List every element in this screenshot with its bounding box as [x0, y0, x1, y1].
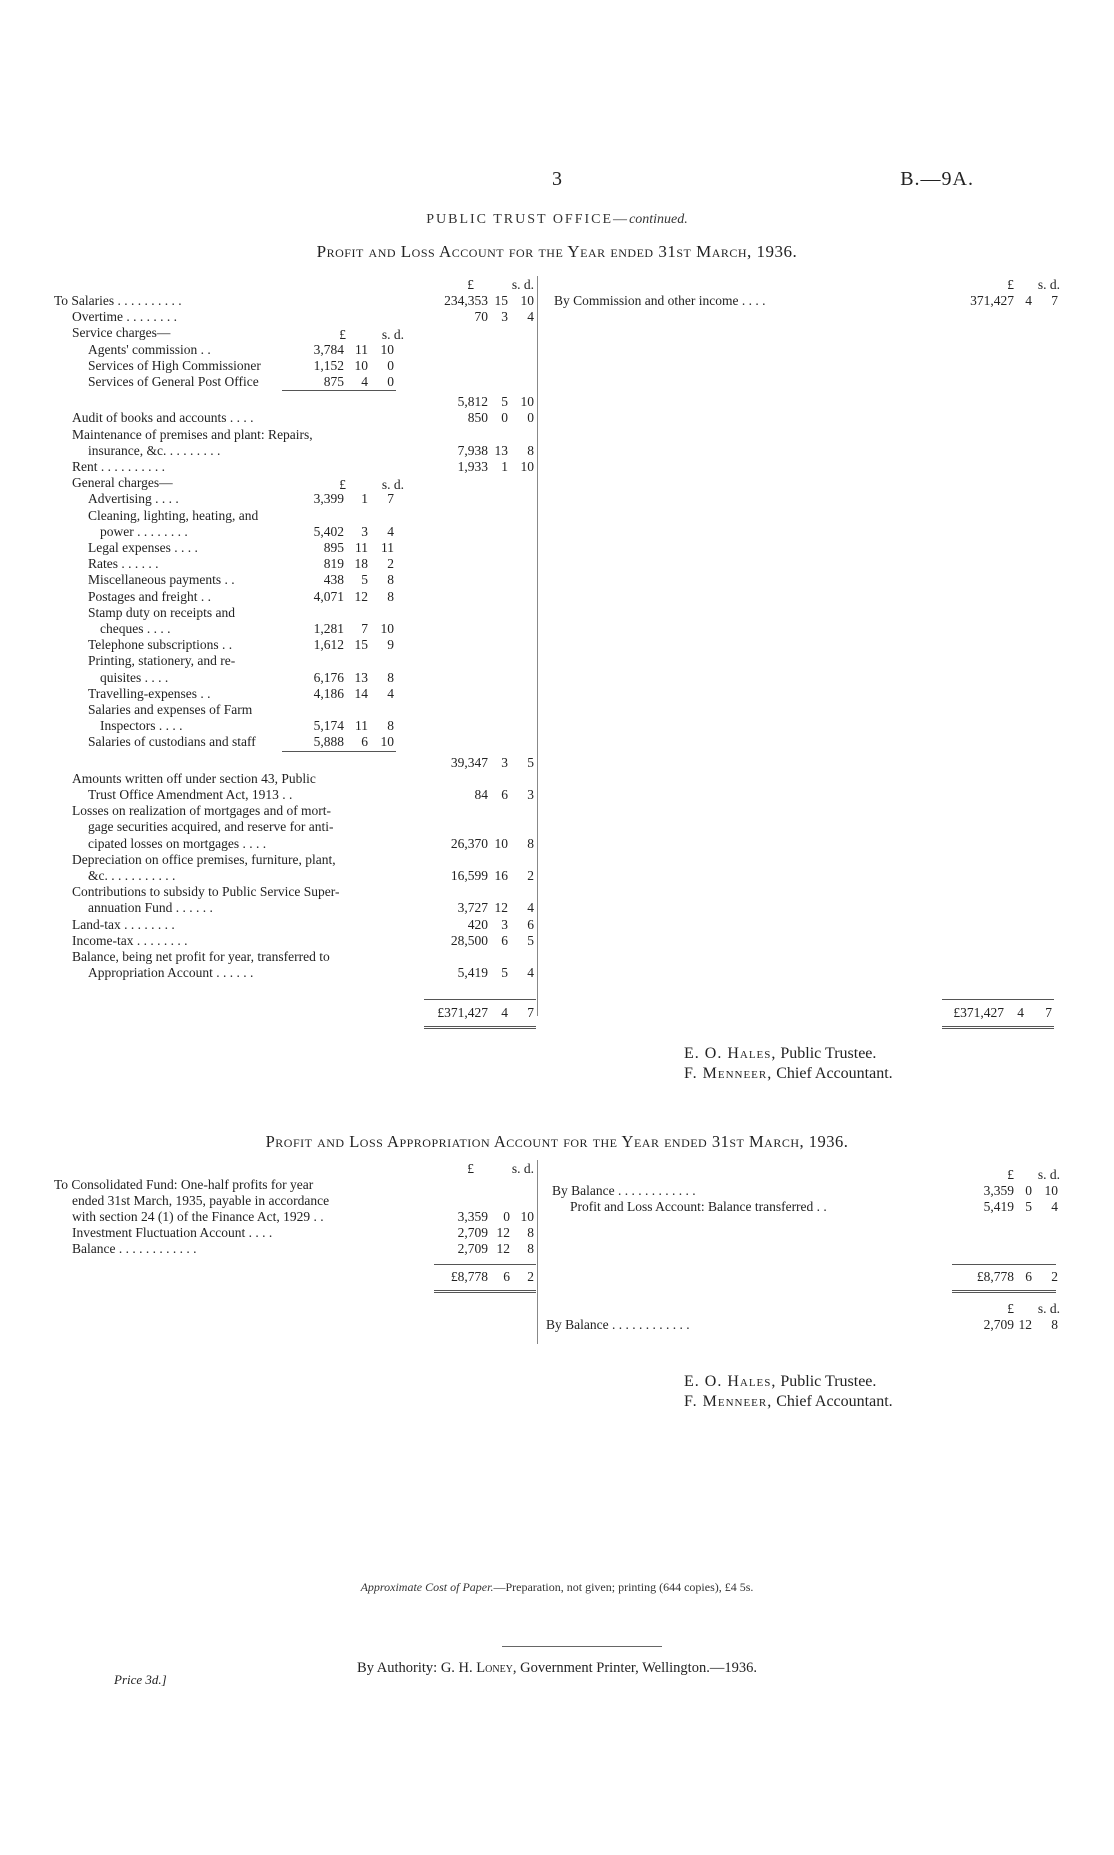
general-charges-header-pound: £ [339, 477, 346, 492]
authority-prefix: By Authority: [357, 1660, 438, 1676]
pl-debit-pence: 0 [527, 410, 534, 426]
pl-debit-sub-amount: 3,784 [313, 341, 344, 357]
appr-credit-header-sd: s. d. [1037, 1167, 1060, 1182]
pl-debit-sub-amount: 819 [323, 556, 344, 572]
pl-debit-sub-amount: 875 [323, 374, 344, 389]
appr-debit-line-3: with section 24 (1) of the Finance Act, 1929 . . [72, 1209, 324, 1224]
pl-debit-shillings: 10 [494, 835, 508, 851]
pl-credit-total-double-rule [942, 1026, 1054, 1029]
appr-credit-total-s: 6 [1025, 1269, 1032, 1284]
pl-debit-amount: 5,812 [457, 394, 488, 410]
appr-credit-total-d: 2 [1051, 1269, 1058, 1284]
pl-debit-sub-amount: 5,174 [313, 718, 344, 734]
signature-block-1 [684, 1044, 893, 1084]
pl-debit-sub-shillings: 18 [354, 556, 368, 572]
pl-credit-total-d: 7 [1045, 1005, 1052, 1020]
appr-header-pound: £ [467, 1161, 474, 1176]
pl-debit-sub-pence: 4 [387, 685, 394, 701]
appr-debit-s-2: 12 [496, 1225, 510, 1240]
pl-debit-pence: 4 [527, 965, 534, 981]
appr-debit-d-1: 10 [520, 1209, 534, 1224]
pl-debit-label: Agents' commission . . [88, 341, 211, 357]
pl-credit-total-s: 4 [1017, 1005, 1024, 1020]
pl-debit-sub-shillings: 5 [361, 572, 368, 588]
pl-debit-shillings: 13 [494, 442, 508, 458]
pl-debit-sub-pence: 0 [387, 357, 394, 373]
appr-credit-header-2-pound: £ [1007, 1301, 1014, 1316]
pl-debit-label: Trust Office Amendment Act, 1913 . . [88, 787, 293, 802]
pl-credit-total: £371,427 [953, 1005, 1004, 1020]
pl-credit-label: By Commission and other income . . . . [554, 293, 766, 308]
pl-debit-shillings: 5 [501, 394, 508, 410]
pl-debit-sub-pence: 10 [380, 734, 394, 750]
pl-debit-pence: 8 [527, 442, 534, 458]
cost-of-paper-note [0, 1580, 1114, 1595]
signature-name: F. Menneer, [684, 1065, 773, 1082]
appr-debit-line-1: To Consolidated Fund: One-half profits for year [54, 1177, 314, 1192]
pl-debit-amount: 70 [474, 309, 488, 325]
signature-name: F. Menneer, [684, 1393, 773, 1410]
pl-debit-amount: 84 [474, 787, 488, 802]
pl-debit-pence: 10 [520, 459, 534, 474]
pl-debit-label: Printing, stationery, and re- [88, 653, 236, 669]
pl-debit-sub-shillings: 1 [361, 491, 368, 507]
page-number: 3 [552, 168, 562, 190]
pl-debit-label: Services of High Commissioner [88, 357, 261, 373]
pl-debit-shillings: 5 [501, 965, 508, 981]
document-code: B.—9A. [900, 168, 974, 190]
authority-suffix: Government Printer, Wellington.—1936. [520, 1660, 757, 1676]
pl-debit-label: Land-tax . . . . . . . . [72, 916, 175, 932]
pl-debit-sub-pence: 10 [380, 621, 394, 636]
appr-credit-line-2: Profit and Loss Account: Balance transferred . . [570, 1199, 827, 1214]
pl-debit-pence: 4 [527, 900, 534, 916]
pl-debit-sub-shillings: 13 [354, 669, 368, 685]
appr-debit-line-5: Balance . . . . . . . . . . . . [72, 1241, 197, 1256]
pl-debit-pence: 8 [527, 835, 534, 851]
pl-debit-shillings: 1 [501, 459, 508, 474]
pl-debit-label: To Salaries . . . . . . . . . . [54, 293, 182, 308]
appr-debit-d-3: 8 [527, 1241, 534, 1256]
appr-debit-amount-1: 3,359 [457, 1209, 488, 1224]
pl-debit-shillings: 12 [494, 900, 508, 916]
pl-debit-label: Telephone subscriptions . . [88, 637, 233, 653]
pl-debit-label: quisites . . . . [100, 669, 169, 685]
pl-debit-label: Cleaning, lighting, heating, and [88, 507, 259, 523]
general-charges-header-sd: s. d. [381, 477, 404, 492]
pl-debit-sub-shillings: 4 [361, 374, 368, 389]
pl-debit-sub-amount: 895 [323, 540, 344, 555]
price-note: Price 3d.] [114, 1672, 167, 1687]
pl-debit-amount: 5,419 [457, 965, 488, 981]
subtotal-rule [282, 751, 396, 752]
subtotal-rule [282, 390, 396, 391]
appr-credit-d-2: 4 [1051, 1199, 1058, 1214]
pl-debit-sub-pence: 7 [387, 491, 394, 507]
pl-debit-sub-shillings: 7 [361, 621, 368, 636]
office-title-suffix: continued. [629, 212, 688, 227]
pl-debit-label: Rent . . . . . . . . . . [72, 459, 165, 474]
pl-debit-amount: 7,938 [457, 442, 488, 458]
pl-debit-sub-shillings: 12 [354, 588, 368, 604]
pl-debit-label: Salaries and expenses of Farm [88, 702, 253, 717]
appr-credit-s-1: 0 [1025, 1183, 1032, 1198]
pl-debit-amount: 420 [467, 916, 488, 932]
pl-debit-label: Salaries of custodians and staff [88, 734, 256, 750]
pl-debit-sub-pence: 10 [380, 341, 394, 357]
pl-debit-sub-pence: 8 [387, 572, 394, 588]
appr-debit-d-2: 8 [527, 1225, 534, 1240]
appr-credit-amount-3: 2,709 [983, 1317, 1014, 1332]
signature-name: E. O. Hales, [684, 1045, 777, 1062]
pl-debit-total-rule [424, 999, 536, 1000]
signature-role: Public Trustee. [780, 1045, 877, 1062]
pl-debit-sub-amount: 4,186 [313, 685, 344, 701]
pl-debit-label: Balance, being net profit for year, transferred to [72, 949, 330, 964]
profit-loss-ledger [54, 276, 1060, 1036]
service-charges-header-pound: £ [339, 327, 346, 342]
pl-debit-pence: 10 [520, 394, 534, 410]
appr-credit-header-2-sd: s. d. [1037, 1301, 1060, 1316]
signature-name: E. O. Hales, [684, 1373, 777, 1390]
office-title-main: PUBLIC TRUST OFFICE— [426, 212, 630, 227]
pl-debit-sub-shillings: 11 [355, 540, 368, 555]
pl-debit-sub-pence: 4 [387, 523, 394, 539]
appr-credit-d-3: 8 [1051, 1317, 1058, 1332]
pl-debit-label: Amounts written off under section 43, Public [72, 770, 316, 786]
pl-debit-sub-amount: 5,402 [313, 523, 344, 539]
pl-debit-pence: 5 [527, 932, 534, 948]
appr-credit-s-2: 5 [1025, 1199, 1032, 1214]
pl-debit-label: Service charges— [72, 325, 171, 341]
pl-debit-label: &c. . . . . . . . . . . [88, 868, 176, 883]
pl-debit-shillings: 6 [501, 932, 508, 948]
pl-debit-label: Services of General Post Office [88, 374, 259, 389]
pl-debit-label: Losses on realization of mortgages and of mort- [72, 803, 332, 819]
pl-debit-sub-shillings: 11 [355, 718, 368, 734]
pl-header-pound: £ [467, 277, 474, 292]
authority-rule [502, 1646, 662, 1647]
pl-debit-amount: 234,353 [444, 293, 488, 308]
pl-debit-sub-pence: 11 [381, 540, 394, 555]
signature-block-2 [684, 1372, 893, 1412]
pl-header-sd: s. d. [511, 277, 534, 292]
cost-text: —Preparation, not given; printing (644 copies), £4 5s. [493, 1580, 754, 1594]
appr-debit-total-d: 2 [527, 1269, 534, 1284]
pl-debit-label: cipated losses on mortgages . . . . [88, 835, 267, 851]
appr-debit-line-2: ended 31st March, 1935, payable in accordance [72, 1193, 330, 1208]
pl-debit-amount: 850 [467, 410, 488, 426]
pl-debit-sub-amount: 1,612 [313, 637, 344, 653]
pl-debit-label: Stamp duty on receipts and [88, 604, 235, 620]
pl-debit-label: Advertising . . . . [88, 491, 179, 507]
pl-debit-label: Maintenance of premises and plant: Repairs, [72, 426, 313, 442]
pl-debit-sub-pence: 0 [387, 374, 394, 389]
pl-credit-header-sd: s. d. [1037, 277, 1060, 292]
pl-debit-sub-shillings: 6 [361, 734, 368, 750]
pl-debit-sub-pence: 2 [387, 556, 394, 572]
service-charges-header-sd: s. d. [381, 327, 404, 342]
appr-credit-d-1: 10 [1044, 1183, 1058, 1198]
authority-name: G. H. Loney, [440, 1660, 517, 1676]
pl-debit-sub-amount: 438 [323, 572, 344, 588]
pl-debit-sub-pence: 8 [387, 588, 394, 604]
pl-debit-label: Income-tax . . . . . . . . [72, 932, 188, 948]
appr-debit-s-1: 0 [503, 1209, 510, 1224]
signature-public-trustee [684, 1372, 893, 1392]
appr-credit-s-3: 12 [1018, 1317, 1032, 1332]
authority-line [0, 1660, 1114, 1677]
pl-debit-label: Miscellaneous payments . . [88, 572, 235, 588]
pl-debit-pence: 3 [527, 787, 534, 802]
pl-credit-shillings: 4 [1025, 293, 1032, 308]
pl-debit-sub-pence: 8 [387, 669, 394, 685]
pl-debit-sub-amount: 3,399 [313, 491, 344, 507]
pl-debit-pence: 2 [527, 868, 534, 883]
pl-debit-amount: 28,500 [450, 932, 488, 948]
pl-debit-label: General charges— [72, 475, 173, 491]
pl-debit-sub-shillings: 10 [354, 357, 368, 373]
pl-debit-pence: 10 [520, 293, 534, 308]
profit-loss-title: Profit and Loss Account for the Year ended 31st March, 1936. [316, 242, 798, 261]
pl-debit-total-double-rule [424, 1026, 536, 1029]
appr-credit-header-pound: £ [1007, 1167, 1014, 1182]
pl-credit-total-rule [942, 999, 1054, 1000]
pl-debit-label: Legal expenses . . . . [88, 540, 198, 555]
office-title [0, 212, 1114, 228]
pl-debit-shillings: 3 [501, 916, 508, 932]
pl-debit-sub-pence: 9 [387, 637, 394, 653]
pl-debit-shillings: 0 [501, 410, 508, 426]
appr-debit-total: £8,778 [450, 1269, 488, 1284]
appropriation-title: Profit and Loss Appropriation Account for the Year ended 31st March, 1936. [265, 1132, 849, 1151]
pl-debit-sub-shillings: 3 [361, 523, 368, 539]
pl-debit-label: Rates . . . . . . [88, 556, 159, 572]
pl-debit-label: Travelling-expenses . . [88, 685, 211, 701]
pl-debit-pence: 6 [527, 916, 534, 932]
pl-debit-sub-amount: 1,152 [313, 357, 344, 373]
pl-debit-label: Contributions to subsidy to Public Service Super- [72, 884, 340, 900]
appr-debit-amount-3: 2,709 [457, 1241, 488, 1256]
pl-debit-pence: 4 [527, 309, 534, 325]
appr-credit-total-double-rule [952, 1290, 1056, 1293]
pl-debit-total-s: 4 [501, 1005, 508, 1020]
pl-debit-total: £371,427 [437, 1005, 488, 1020]
pl-debit-sub-amount: 5,888 [313, 734, 344, 750]
pl-debit-label: Overtime . . . . . . . . [72, 309, 177, 325]
pl-debit-amount: 16,599 [450, 868, 488, 883]
pl-debit-sub-amount: 6,176 [313, 669, 344, 685]
appr-debit-amount-2: 2,709 [457, 1225, 488, 1240]
pl-debit-amount: 3,727 [457, 900, 488, 916]
pl-debit-amount: 1,933 [457, 459, 488, 474]
appropriation-ledger [54, 1160, 1060, 1350]
pl-credit-pence: 7 [1051, 293, 1058, 308]
pl-debit-total-d: 7 [527, 1005, 534, 1020]
appr-credit-amount-2: 5,419 [983, 1199, 1014, 1214]
appr-column-divider [537, 1160, 538, 1344]
cost-label: Approximate Cost of Paper. [360, 1580, 494, 1594]
pl-debit-label: gage securities acquired, and reserve for anti- [88, 819, 334, 835]
pl-debit-shillings: 15 [494, 293, 508, 308]
pl-debit-amount: 39,347 [450, 754, 488, 770]
pl-debit-label: cheques . . . . [100, 621, 171, 636]
pl-debit-sub-amount: 4,071 [313, 588, 344, 604]
signature-role: Public Trustee. [780, 1373, 877, 1390]
appr-debit-total-double-rule [434, 1290, 536, 1293]
pl-debit-sub-shillings: 11 [355, 341, 368, 357]
appr-debit-total-s: 6 [503, 1269, 510, 1284]
pl-credit-amount: 371,427 [970, 293, 1014, 308]
pl-debit-shillings: 6 [501, 787, 508, 802]
appr-debit-total-rule [434, 1264, 536, 1265]
pl-debit-label: Inspectors . . . . [100, 718, 183, 734]
pl-debit-label: Audit of books and accounts . . . . [72, 410, 254, 426]
pl-debit-label: power . . . . . . . . [100, 523, 188, 539]
pl-debit-pence: 5 [527, 754, 534, 770]
pl-debit-sub-shillings: 14 [354, 685, 368, 701]
appr-credit-total: £8,778 [976, 1269, 1014, 1284]
pl-debit-label: Appropriation Account . . . . . . [88, 965, 254, 981]
pl-debit-sub-pence: 8 [387, 718, 394, 734]
pl-debit-label: insurance, &c. . . . . . . . . [88, 442, 221, 458]
pl-debit-amount: 26,370 [450, 835, 488, 851]
appr-debit-s-3: 12 [496, 1241, 510, 1256]
appr-credit-line-3: By Balance . . . . . . . . . . . . [546, 1317, 690, 1332]
pl-debit-label: Postages and freight . . [88, 588, 211, 604]
pl-debit-shillings: 16 [494, 868, 508, 883]
appr-header-sd: s. d. [511, 1161, 534, 1176]
pl-debit-label: annuation Fund . . . . . . [88, 900, 213, 916]
appr-debit-line-4: Investment Fluctuation Account . . . . [72, 1225, 273, 1240]
signature-chief-accountant [684, 1064, 893, 1084]
appr-credit-total-rule [952, 1264, 1056, 1265]
pl-debit-shillings: 3 [501, 309, 508, 325]
pl-debit-sub-shillings: 15 [354, 637, 368, 653]
signature-role: Chief Accountant. [776, 1393, 893, 1410]
signature-chief-accountant [684, 1392, 893, 1412]
pl-debit-label: Depreciation on office premises, furniture, plant, [72, 851, 336, 867]
pl-credit-header-pound: £ [1007, 277, 1014, 292]
appr-credit-amount-1: 3,359 [983, 1183, 1014, 1198]
pl-column-divider [537, 276, 538, 1016]
pl-debit-shillings: 3 [501, 754, 508, 770]
pl-debit-sub-amount: 1,281 [313, 621, 344, 636]
appr-credit-line-1: By Balance . . . . . . . . . . . . [552, 1183, 696, 1198]
signature-role: Chief Accountant. [776, 1065, 893, 1082]
signature-public-trustee [684, 1044, 893, 1064]
